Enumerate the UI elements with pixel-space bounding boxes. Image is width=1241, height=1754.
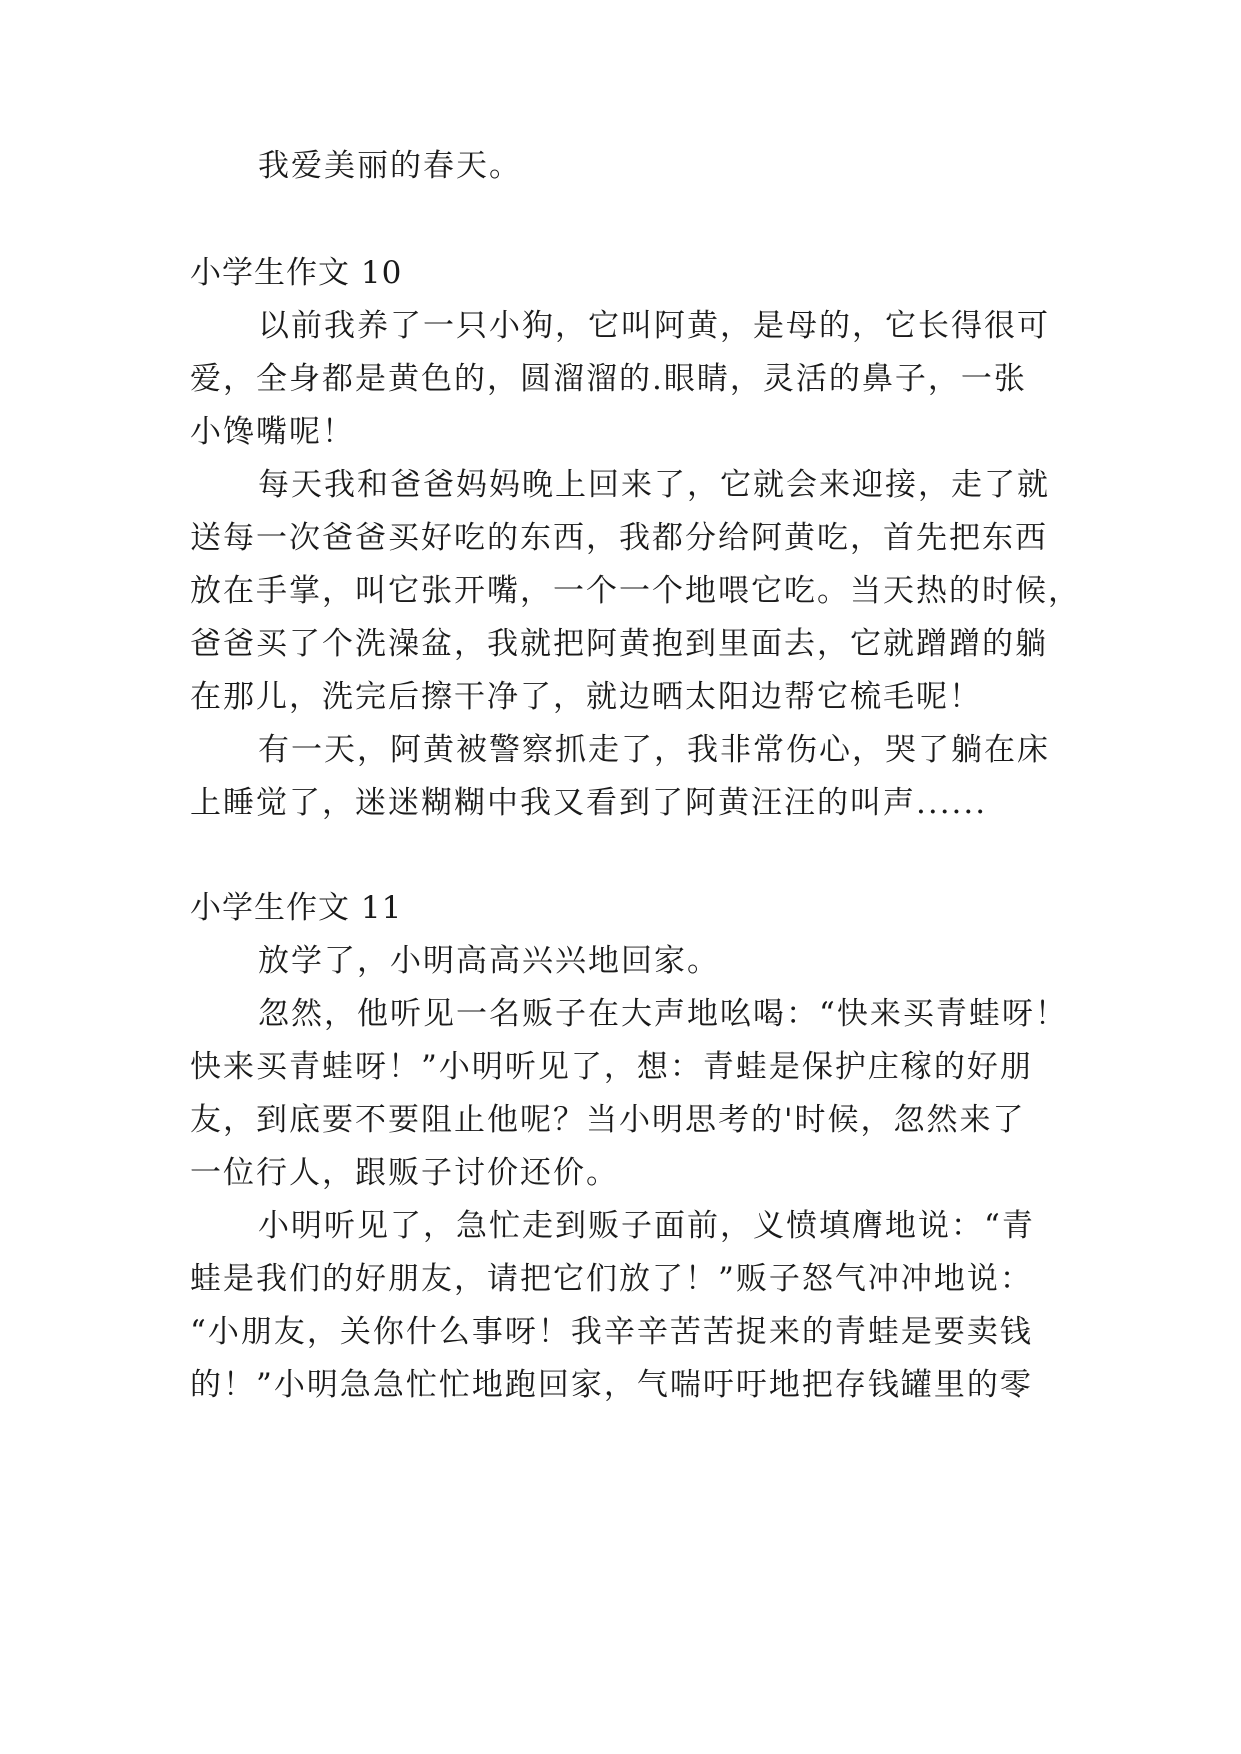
paragraph-line: 放学了，小明高高兴兴地回家。 <box>258 943 720 979</box>
paragraph-line: 在那儿，洗完后擦干净了，就边晒太阳边帮它梳毛呢！ <box>190 679 982 715</box>
paragraph-line: 的！”小明急急忙忙地跑回家，气喘吁吁地把存钱罐里的零 <box>190 1367 1033 1403</box>
paragraph-line: 上睡觉了，迷迷糊糊中我又看到了阿黄汪汪的叫声...... <box>190 785 988 821</box>
paragraph-line: 一位行人，跟贩子讨价还价。 <box>190 1155 619 1191</box>
paragraph-line: 忽然，他听见一名贩子在大声地吆喝：“快来买青蛙呀！ <box>258 996 1068 1032</box>
paragraph-line: 放在手掌，叫它张开嘴，一个一个地喂它吃。当天热的时候， <box>190 573 1081 609</box>
paragraph-line: 爱，全身都是黄色的，圆溜溜的.眼睛，灵活的鼻子，一张 <box>190 361 1027 397</box>
paragraph-line: “小朋友，关你什么事呀！我辛辛苦苦捉来的青蛙是要卖钱 <box>190 1314 1033 1350</box>
paragraph-line: 小馋嘴呢！ <box>190 414 355 450</box>
paragraph-line: 快来买青蛙呀！”小明听见了，想：青蛙是保护庄稼的好朋 <box>190 1049 1033 1085</box>
essay-heading-10: 小学生作文 10 <box>190 255 403 291</box>
paragraph-line: 蛙是我们的好朋友，请把它们放了！”贩子怒气冲冲地说： <box>190 1261 1033 1297</box>
essay-heading-11: 小学生作文 11 <box>190 890 403 926</box>
paragraph-line: 有一天，阿黄被警察抓走了，我非常伤心，哭了躺在床 <box>258 732 1050 768</box>
paragraph-line: 我爱美丽的春天。 <box>258 148 522 184</box>
paragraph-line: 每天我和爸爸妈妈晚上回来了，它就会来迎接，走了就 <box>258 467 1050 503</box>
paragraph-line: 友，到底要不要阻止他呢？当小明思考的'时候，忽然来了 <box>190 1102 1026 1138</box>
paragraph-line: 送每一次爸爸买好吃的东西，我都分给阿黄吃，首先把东西 <box>190 520 1048 556</box>
paragraph-line: 小明听见了，急忙走到贩子面前，义愤填膺地说：“青 <box>258 1208 1035 1244</box>
paragraph-line: 爸爸买了个洗澡盆，我就把阿黄抱到里面去，它就蹭蹭的躺 <box>190 626 1048 662</box>
paragraph-line: 以前我养了一只小狗，它叫阿黄，是母的，它长得很可 <box>258 308 1050 344</box>
